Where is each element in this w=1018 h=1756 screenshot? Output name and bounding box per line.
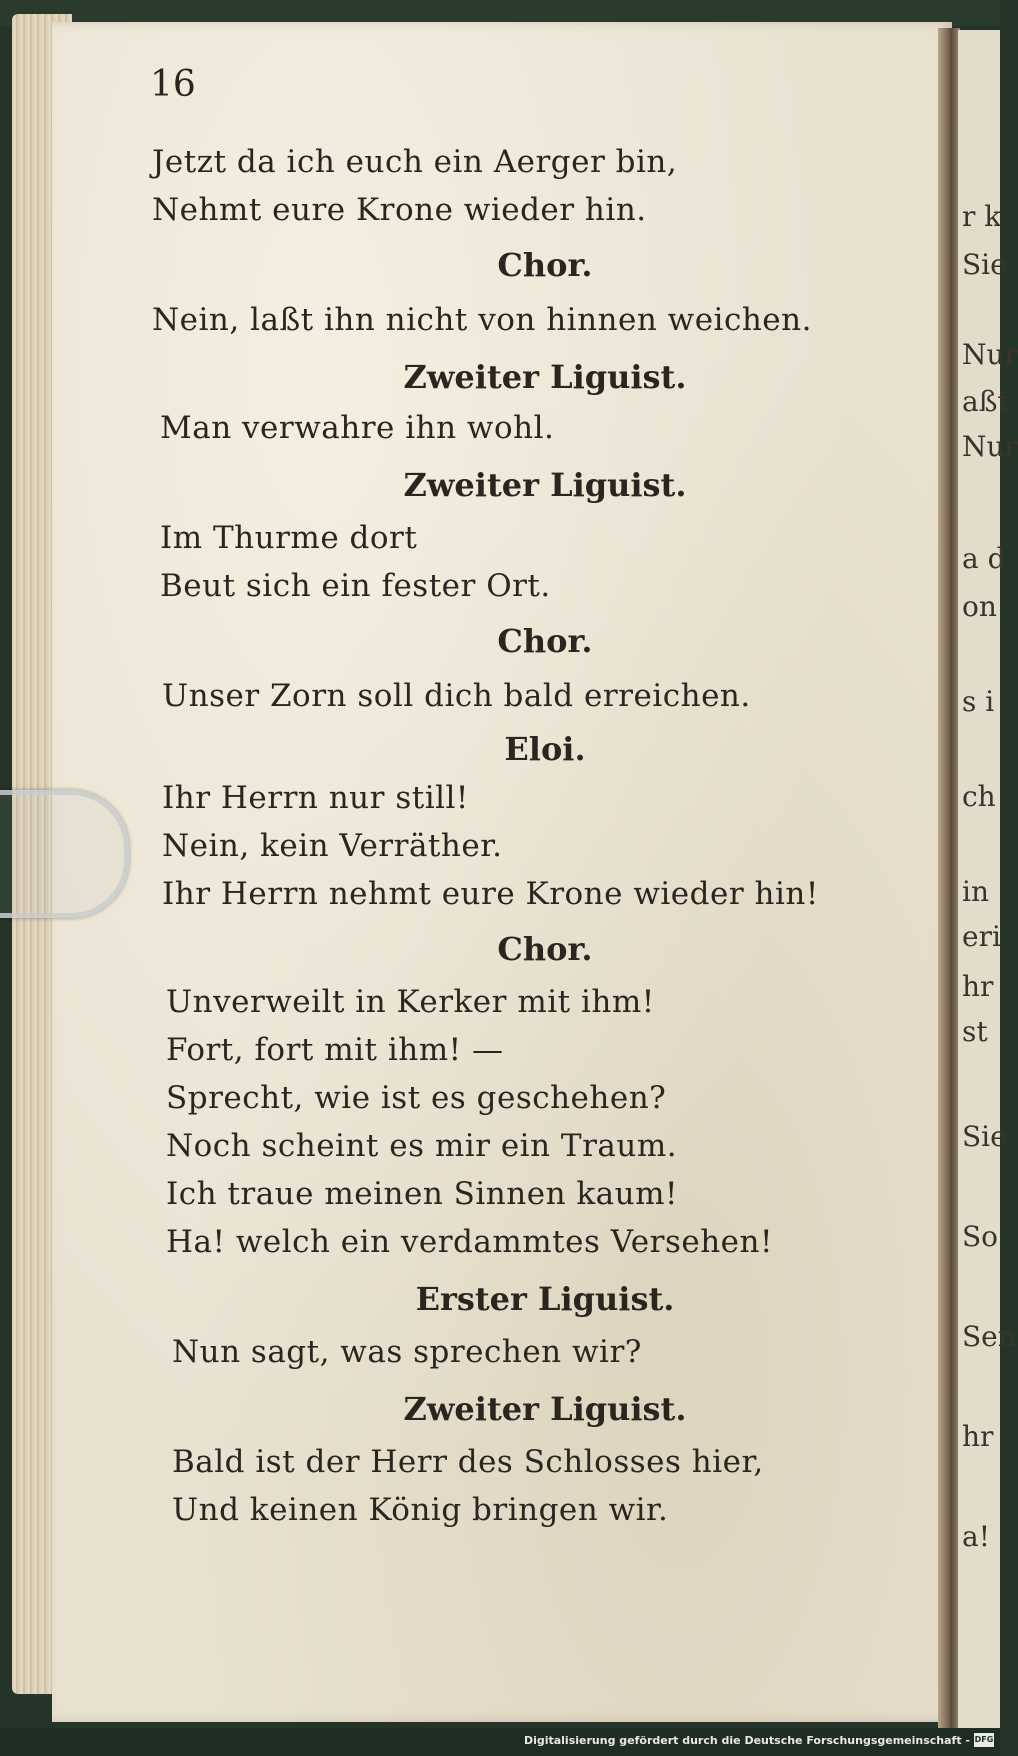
verse-line: Ihr Herrn nur still!: [162, 780, 469, 816]
verse-line: Und keinen König bringen wir.: [172, 1492, 669, 1528]
verse-line: Jetzt da ich euch ein Aerger bin,: [152, 144, 678, 180]
facing-fragment: So: [962, 1220, 999, 1253]
verse-line: Nun sagt, was sprechen wir?: [172, 1334, 642, 1370]
verse-line: Nein, kein Verräther.: [162, 828, 503, 864]
speaker-heading: Zweiter Liguist.: [403, 466, 687, 504]
digitization-credit: Digitalisierung gefördert durch die Deutsche Forschungsgemeinschaft -: [523, 1734, 970, 1747]
verse-line: Im Thurme dort: [160, 520, 418, 556]
facing-fragment: on: [962, 590, 997, 623]
facing-fragment: Nur: [962, 338, 1018, 371]
verse-line: Ihr Herrn nehmt eure Krone wieder hin!: [162, 876, 819, 912]
facing-fragment: s i: [962, 685, 995, 718]
facing-fragment: hr: [962, 1420, 994, 1453]
verse-line: Unser Zorn soll dich bald erreichen.: [162, 678, 751, 714]
speaker-heading: Eloi.: [504, 730, 586, 768]
speaker-heading: Zweiter Liguist.: [403, 1390, 687, 1428]
facing-fragment: r k: [962, 200, 1002, 233]
facing-fragment: aßt: [962, 385, 1009, 418]
verse-line: Ha! welch ein verdammtes Versehen!: [166, 1224, 773, 1260]
facing-fragment: Sie: [962, 1120, 1007, 1153]
facing-fragment: a!: [962, 1520, 990, 1553]
verse-line: Unverweilt in Kerker mit ihm!: [166, 984, 655, 1020]
verse-line: Man verwahre ihn wohl.: [160, 410, 555, 446]
verse-line: Noch scheint es mir ein Traum.: [166, 1128, 678, 1164]
speaker-heading: Chor.: [497, 246, 593, 284]
speaker-heading: Zweiter Liguist.: [403, 358, 687, 396]
facing-fragment: st: [962, 1015, 988, 1048]
facing-fragment: Sen: [962, 1320, 1016, 1353]
dfg-logo-icon: DFG: [974, 1733, 994, 1747]
speaker-heading: Chor.: [497, 930, 593, 968]
paper-clip: [0, 790, 129, 918]
facing-fragment: Nur: [962, 430, 1018, 463]
facing-fragment: Sie: [962, 248, 1007, 281]
speaker-heading: Chor.: [497, 622, 593, 660]
speaker-heading: Erster Liguist.: [415, 1280, 675, 1318]
verse-line: Bald ist der Herr des Schlosses hier,: [172, 1444, 764, 1480]
facing-fragment: ch: [962, 780, 996, 813]
facing-fragment: eri: [962, 920, 1001, 953]
facing-fragment: a d: [962, 542, 1006, 575]
verse-line: Ich traue meinen Sinnen kaum!: [166, 1176, 678, 1212]
verse-line: Fort, fort mit ihm! —: [166, 1032, 504, 1068]
verse-line: Sprecht, wie ist es geschehen?: [166, 1080, 667, 1116]
verse-line: Nehmt eure Krone wieder hin.: [152, 192, 647, 228]
verse-line: Nein, laßt ihn nicht von hinnen weichen.: [152, 302, 812, 338]
verse-line: Beut sich ein fester Ort.: [160, 568, 551, 604]
facing-fragment: in: [962, 875, 989, 908]
facing-page-sliver: [958, 30, 1018, 1728]
facing-fragment: hr: [962, 970, 994, 1003]
page-number: 16: [150, 64, 196, 105]
